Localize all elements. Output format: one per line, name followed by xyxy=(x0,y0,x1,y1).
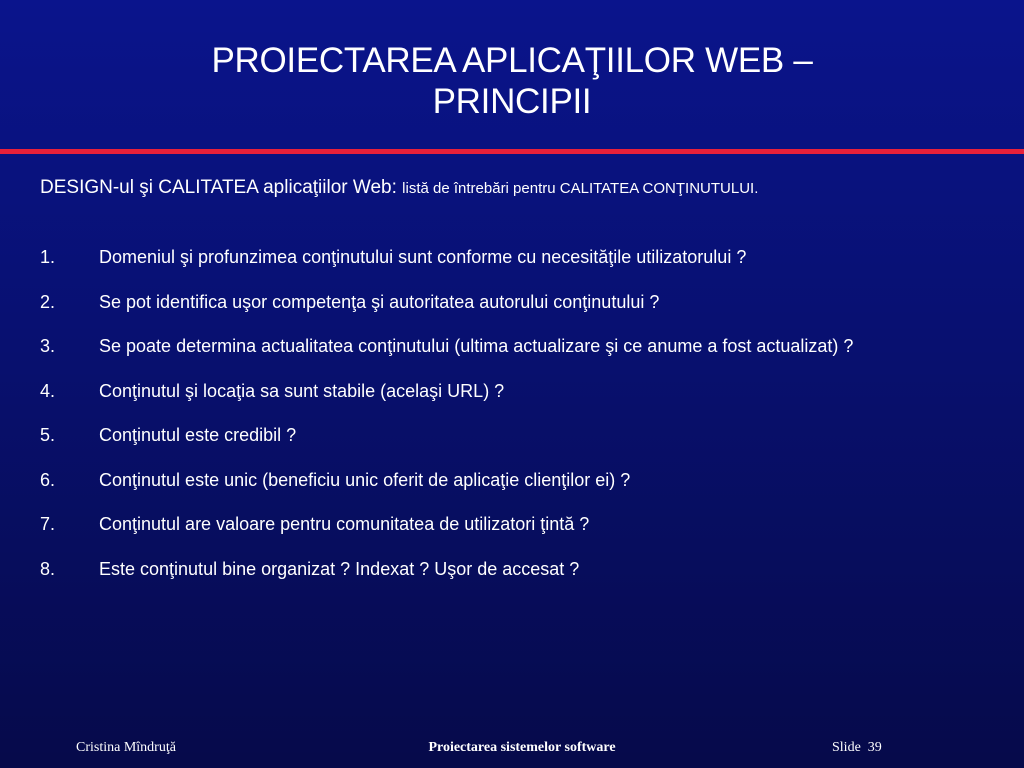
question-number: 5. xyxy=(40,425,56,445)
question-text: Conţinutul şi locaţia sa sunt stabile (acelaşi URL) ? xyxy=(99,380,505,401)
question-item xyxy=(40,423,980,447)
question-number: 6. xyxy=(40,469,56,490)
question-number: 3. xyxy=(40,336,56,356)
question-number: 8. xyxy=(40,558,56,579)
slide-title-line-1: PROIECTAREA APLICAŢIILOR WEB – xyxy=(211,41,813,80)
question-item xyxy=(40,245,980,269)
question-item xyxy=(40,557,980,581)
slide-number: 39 xyxy=(867,740,882,755)
question-item xyxy=(40,379,980,403)
question-text: Se poate determina actualitatea conţinutului (ultima actualizare şi ce anume a fost actualizat) ? xyxy=(99,336,854,356)
slide-title-line-2: PRINCIPII xyxy=(432,82,592,121)
footer-course-title: Proiectarea sistemelor software xyxy=(428,740,616,755)
question-text: Conţinutul are valoare pentru comunitatea de utilizatori ţintă ? xyxy=(99,514,590,534)
question-item xyxy=(40,468,980,492)
question-text: Se pot identifica uşor competenţa şi autoritatea autorului conţinutului ? xyxy=(99,291,660,312)
question-list xyxy=(40,245,980,601)
question-number: 7. xyxy=(40,514,56,534)
subtitle-main: DESIGN-ul şi CALITATEA aplicaţiilor Web: xyxy=(40,177,397,198)
footer-author: Cristina Mîndruţă xyxy=(76,740,176,755)
slide-subtitle xyxy=(40,176,1010,201)
question-text: Domeniul şi profunzimea conţinutului sunt conforme cu necesităţile utilizatorului ? xyxy=(99,247,747,267)
slide-title xyxy=(0,40,1024,122)
question-number: 2. xyxy=(40,291,56,312)
question-text: Este conţinutul bine organizat ? Indexat ? Uşor de accesat ? xyxy=(99,558,580,579)
slide-label: Slide xyxy=(832,740,861,755)
question-item xyxy=(40,334,980,358)
question-item xyxy=(40,512,980,536)
subtitle-detail: listă de întrebări pentru CALITATEA CONŢINUTULUI. xyxy=(402,180,759,197)
question-text: Conţinutul este credibil ? xyxy=(99,425,297,445)
question-text: Conţinutul este unic (beneficiu unic oferit de aplicaţie clienţilor ei) ? xyxy=(99,469,631,490)
question-number: 4. xyxy=(40,380,56,401)
title-divider xyxy=(0,149,1024,154)
footer-slide-number xyxy=(832,740,882,756)
question-number: 1. xyxy=(40,247,56,267)
question-item xyxy=(40,290,980,314)
